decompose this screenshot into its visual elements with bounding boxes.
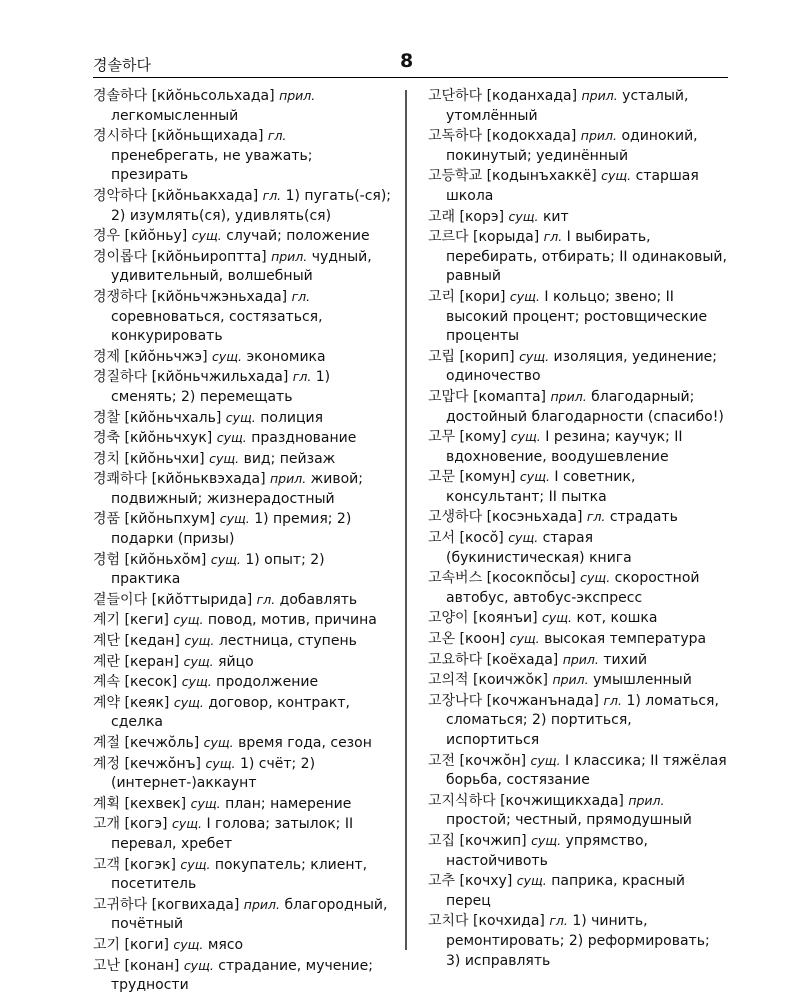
headword: 고기 [93,936,121,953]
headword: 고의적 [428,672,469,689]
left-column [93,86,393,996]
dictionary-entry [93,672,393,693]
definition: случай; положение [226,228,370,245]
definition: благородный, почётный [111,896,388,933]
part-of-speech: прил. [552,672,589,688]
part-of-speech: сущ. [190,795,221,811]
transcription: [кочжŏн] [459,752,527,769]
transcription: [корэ] [459,208,505,225]
dictionary-entry [428,528,728,568]
headword: 경쟁하다 [93,288,148,305]
definition: I выбирать, перебирать, отбирать; II одинаковый, равный [446,229,727,285]
dictionary-entry [93,733,393,754]
headword: 계단 [93,633,121,650]
transcription: [кйŏньчхаль] [124,409,222,426]
part-of-speech: сущ. [508,208,539,224]
transcription: [кйŏньироптта] [151,248,267,265]
dictionary-entry [93,226,393,247]
transcription: [коёхада] [486,651,559,668]
headword: 고집 [428,832,456,849]
definition: I голова; затылок; II перевал, хребет [111,816,354,852]
definition: план; намерение [225,795,352,812]
definition: живой; подвижный; жизнерадостный [111,471,363,507]
part-of-speech: сущ. [508,530,539,546]
page-number: 8 [400,50,414,72]
transcription: [корип] [459,348,515,365]
dictionary-entry [428,608,728,629]
dictionary-entry [93,631,393,652]
dictionary-entry [93,186,393,226]
part-of-speech: сущ. [173,936,204,952]
dictionary-entry [93,956,393,996]
definition: скоростной автобус, автобус-экспресс [446,570,700,606]
transcription: [кйŏньчхук] [124,430,213,447]
transcription: [коичжŏк] [473,672,548,689]
part-of-speech: гл. [291,288,311,304]
headword: 경찰 [93,409,121,426]
headword: 고서 [428,530,456,547]
headword: 고단하다 [428,88,483,104]
dictionary-entry [93,754,393,794]
headword: 고양이 [428,610,469,627]
definition: мясо [207,936,244,953]
right-column [428,86,728,971]
transcription: [кечжŏль] [124,735,200,751]
transcription: [коданхада] [486,88,578,104]
dictionary-entry [93,610,393,631]
transcription: [кочжищикхада] [500,792,624,809]
part-of-speech: сущ. [542,610,573,626]
dictionary-entry [428,166,728,206]
part-of-speech: гл. [586,509,606,525]
transcription: [кесок] [124,674,178,691]
part-of-speech: сущ. [519,348,550,364]
transcription: [когэк] [124,856,176,873]
part-of-speech: прил. [269,471,307,487]
transcription: [кодокхада] [486,128,577,145]
definition: время года, сезон [238,735,372,751]
part-of-speech: сущ. [183,957,214,973]
dictionary-entry [428,911,728,971]
dictionary-entry [93,86,393,126]
dictionary-entry [428,287,728,347]
part-of-speech: сущ. [580,570,611,586]
definition: старшая школа [446,168,699,204]
dictionary-entry [428,650,728,671]
definition: 1) премия; 2) подарки (призы) [111,511,352,548]
headword: 고리 [428,288,456,305]
headword: 경악하다 [93,187,148,204]
definition: экономика [246,348,326,365]
headword: 고맙다 [428,388,469,405]
dictionary-entry [93,126,393,186]
headword: 고립 [428,348,456,365]
part-of-speech: сущ. [601,168,632,184]
headword: 고등학교 [428,168,483,185]
headword: 고문 [428,469,456,486]
dictionary-entry [428,751,728,791]
part-of-speech: прил. [279,88,316,103]
headword: 고속버스 [428,570,483,587]
headword: 경이롭다 [93,248,148,265]
part-of-speech: сущ. [184,633,215,649]
headword: 고난 [93,957,121,974]
transcription: [кому] [459,429,507,446]
part-of-speech: сущ. [205,755,236,771]
definition: паприка, красный перец [446,873,685,909]
transcription: [комапта] [473,388,547,405]
headword: 고귀하다 [93,896,148,913]
definition: празднование [251,430,357,447]
part-of-speech: сущ. [173,694,204,710]
dictionary-entry [428,691,728,751]
dictionary-entry [93,347,393,368]
headword: 경제 [93,348,121,365]
definition: умышленный [593,672,692,689]
dictionary-entry [428,791,728,831]
definition: старая (букинистическая) книга [446,530,632,566]
transcription: [кедан] [124,633,180,650]
dictionary-entry [428,670,728,691]
definition: изоляция, уединение; одиночество [446,348,718,385]
running-head: 경솔하다 [93,56,151,74]
headword: 고온 [428,631,456,648]
transcription: [коги] [124,936,169,953]
headword: 고생하다 [428,509,483,526]
part-of-speech: сущ. [225,409,256,425]
dictionary-entry [428,126,728,166]
definition: 1) счёт; 2) (интернет-)аккаунт [111,755,316,792]
dictionary-entry [428,629,728,650]
part-of-speech: прил. [580,128,617,144]
dictionary-entry [93,652,393,673]
dictionary-entry [428,387,728,427]
headword: 경축 [93,430,121,447]
column-divider [405,90,407,950]
transcription: [кеяк] [124,694,170,711]
definition: упрямство, настойчивоть [446,832,648,869]
headword: 계속 [93,674,121,691]
dictionary-entry [93,794,393,815]
part-of-speech: гл. [256,591,276,607]
transcription: [кйŏньчжильхада] [151,369,289,386]
definition: соревноваться, состязаться, конкурировать [111,308,323,345]
definition: простой; честный, прямодушный [446,812,692,829]
dictionary-entry [93,367,393,407]
definition: 1) сменять; 2) перемещать [111,369,331,405]
definition: 1) чинить, ремонтировать; 2) реформировать; 3) исправлять [446,913,710,969]
part-of-speech: сущ. [180,856,211,872]
transcription: [кодынъхаккё] [486,168,597,185]
headword: 경우 [93,228,121,245]
part-of-speech: сущ. [509,288,540,304]
definition: 1) пугать(-ся); 2) изумлять(ся), удивлять(ся) [111,187,392,224]
dictionary-entry [428,507,728,528]
headword: 고래 [428,208,456,225]
part-of-speech: сущ. [516,873,547,889]
transcription: [коянъи] [473,610,538,627]
definition: I советник, консультант; II пытка [446,469,636,505]
transcription: [кйŏньчжэньхада] [151,288,288,305]
part-of-speech: гл. [267,128,287,144]
part-of-speech: сущ. [173,612,204,628]
transcription: [кйŏньхŏм] [124,551,207,568]
transcription: [коон] [459,631,506,648]
definition: добавлять [279,591,358,608]
transcription: [кочжип] [459,832,527,849]
transcription: [кйŏньакхада] [151,187,259,204]
definition: кот, кошка [576,610,658,627]
dictionary-entry [93,855,393,895]
dictionary-entry [428,86,728,126]
headword: 고무 [428,429,456,446]
dictionary-entry [93,509,393,549]
part-of-speech: прил. [550,388,587,404]
transcription: [косŏ] [459,530,504,547]
headword: 경쾌하다 [93,471,148,488]
dictionary-entry [93,935,393,956]
transcription: [кочху] [459,873,513,890]
dictionary-entry [428,427,728,467]
definition: легкомысленный [111,107,239,124]
transcription: [кори] [459,288,506,305]
part-of-speech: сущ. [211,348,243,364]
transcription: [комун] [459,469,516,486]
definition: I кольцо; звено; II высокий процент; ростовщические проценты [446,288,708,345]
part-of-speech: гл. [292,369,312,385]
transcription: [кехвек] [124,795,187,812]
definition: одинокий, покинутый; уединённый [446,128,698,164]
definition: страдание, мучение; трудности [111,957,373,994]
part-of-speech: прил. [628,792,665,808]
definition: покупатель; клиент, посетитель [111,856,368,893]
part-of-speech: сущ. [203,735,234,750]
transcription: [кйŏньсольхада] [151,88,275,104]
headword: 경치 [93,450,121,467]
part-of-speech: гл. [549,913,568,929]
transcription: [косокпŏсы] [486,570,576,587]
dictionary-entry [93,449,393,470]
headword: 계획 [93,795,121,812]
dictionary-entry [428,227,728,287]
definition: полиция [260,409,324,426]
headword: 계란 [93,653,121,670]
headword: 계절 [93,735,121,751]
dictionary-entry [428,568,728,608]
definition: благодарный; достойный благодарности (спасибо!) [446,388,724,425]
dictionary-entry [93,895,393,935]
definition: договор, контракт, сделка [111,694,350,731]
headword: 고르다 [428,229,469,246]
dictionary-entry [93,247,393,287]
part-of-speech: сущ. [181,674,212,690]
headword: 고개 [93,816,121,833]
definition: тихий [603,651,648,668]
definition: лестница, ступень [218,633,357,650]
headword: 경시하다 [93,128,148,145]
headword: 경솔하다 [93,88,148,104]
dictionary-entry [428,871,728,911]
dictionary-entry [93,590,393,611]
part-of-speech: сущ. [509,631,540,647]
transcription: [кйŏньпхум] [124,511,216,528]
part-of-speech: сущ. [183,653,214,669]
part-of-speech: сущ. [210,551,241,567]
transcription: [кочхида] [473,913,545,930]
headword: 고추 [428,873,456,890]
headword: 계정 [93,755,121,772]
headword: 고요하다 [428,651,483,668]
part-of-speech: сущ. [209,450,240,466]
headword: 곁들이다 [93,591,148,608]
part-of-speech: гл. [543,229,563,245]
part-of-speech: сущ. [519,469,550,485]
transcription: [конан] [124,957,180,974]
dictionary-entry [93,428,393,449]
part-of-speech: сущ. [171,816,202,832]
part-of-speech: сущ. [216,430,247,446]
part-of-speech: сущ. [531,832,562,848]
part-of-speech: гл. [603,692,622,708]
headword: 계기 [93,612,121,629]
headword: 경험 [93,551,121,568]
dictionary-entry [93,408,393,429]
part-of-speech: прил. [271,248,308,264]
definition: I классика; II тяжёлая борьба, состязание [446,752,727,789]
definition: продолжение [216,674,319,691]
transcription: [кеги] [124,612,169,629]
definition: кит [542,208,569,225]
header-rule [93,77,728,78]
dictionary-entry [428,467,728,507]
part-of-speech: сущ. [191,228,222,244]
transcription: [кечжŏнъ] [124,755,202,772]
definition: 1) ломаться, сломаться; 2) портиться, испортиться [446,692,719,748]
dictionary-entry [93,814,393,854]
transcription: [кйŏньщихада] [151,128,264,145]
page-header [93,52,728,78]
transcription: [кйŏньквэхада] [151,471,266,488]
dictionary-entry [93,287,393,347]
transcription: [когэ] [124,816,168,833]
headword: 계약 [93,694,121,711]
transcription: [керан] [124,653,180,670]
definition: I резина; каучук; II вдохновение, воодушевление [446,429,683,465]
transcription: [кйŏньчхи] [124,450,205,467]
definition: пренебрегать, не уважать; презирать [111,147,313,184]
transcription: [косэньхада] [486,509,583,526]
part-of-speech: прил. [562,651,599,667]
headword: 경질하다 [93,369,148,386]
definition: высокая температура [544,631,707,648]
headword: 고장나다 [428,692,483,709]
transcription: [кочжанънада] [486,692,600,709]
headword: 고지식하다 [428,792,496,809]
dictionary-entry [428,207,728,228]
definition: 1) опыт; 2) практика [111,551,325,588]
part-of-speech: сущ. [510,429,541,445]
part-of-speech: сущ. [219,511,250,527]
definition: чудный, удивительный, волшебный [111,248,372,285]
definition: усталый, утомлённый [446,88,689,124]
transcription: [корыда] [473,229,540,246]
transcription: [кйŏньчжэ] [124,348,208,365]
part-of-speech: прил. [581,88,618,103]
definition: вид; пейзаж [243,450,336,467]
dictionary-entry [93,550,393,590]
transcription: [кйŏньу] [124,228,188,245]
transcription: [когвихада] [151,896,240,913]
definition: яйцо [218,653,254,670]
part-of-speech: гл. [262,187,282,203]
dictionary-entry [428,347,728,387]
headword: 고객 [93,856,121,873]
headword: 고독하다 [428,128,483,145]
headword: 경품 [93,511,121,528]
headword: 고치다 [428,913,469,930]
dictionary-entry [428,831,728,871]
part-of-speech: сущ. [530,752,561,768]
headword: 고전 [428,752,456,769]
dictionary-entry [93,693,393,733]
transcription: [кйŏттырида] [151,591,253,608]
definition: повод, мотив, причина [207,612,377,629]
dictionary-entry [93,469,393,509]
definition: страдать [609,509,678,526]
part-of-speech: прил. [243,896,280,912]
